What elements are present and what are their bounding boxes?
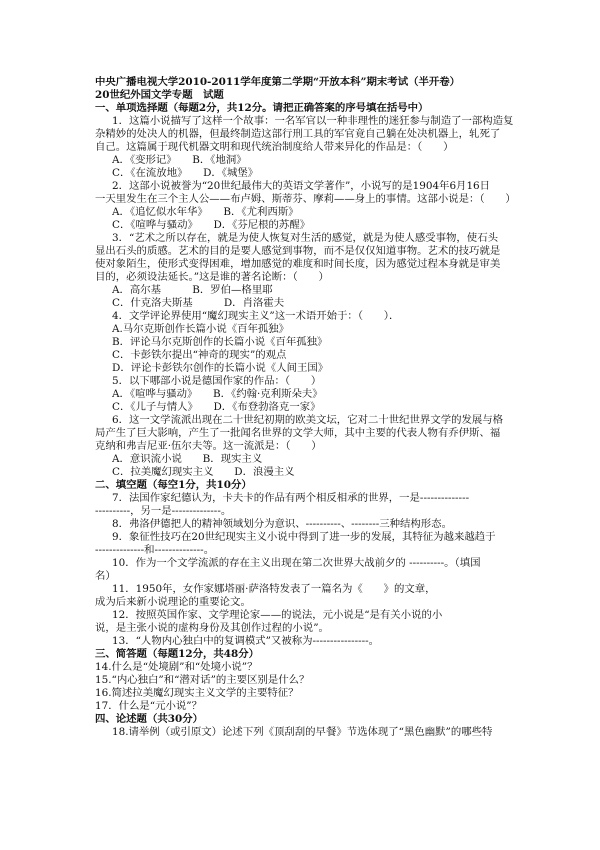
- answer-option: C．《喧哗与骚动》 D．《芬尼根的苏醒》: [112, 219, 311, 231]
- question-text: 显出石头的质感。艺术的目的是要人感觉到事物，而不是仅仅知道事物。艺术的技巧就是: [95, 245, 501, 257]
- question-text: 局产生了巨大影响，产生了一批闻名世界的文学大师，其中主要的代表人物有乔伊斯、福: [95, 427, 501, 439]
- answer-option: C．卡彭铁尔提出“神奇的现实”的观点: [112, 349, 287, 361]
- question-text: 14.什么是“处境剧”和“处境小说”？: [95, 661, 258, 673]
- exam-subtitle: 20世纪外国文学专题 试题: [95, 89, 224, 101]
- answer-option: A．《变形记》 B．《地洞》: [112, 154, 247, 166]
- answer-option: A．高尔基 B．罗伯—格里耶: [112, 284, 273, 296]
- question-text: 1．这篇小说描写了这样一个故事：一名军官以一种非理性的迷狂参与制造了一部构造复: [112, 115, 514, 127]
- section-heading-1: 一、单项选择题（每题2分，共12分。请把正确答案的序号填在括号中）: [95, 102, 429, 114]
- question-text: 一天里发生在三个主人公——布卢姆、斯蒂芬、摩莉——身上的事情。这部小说是：（ ）: [95, 193, 516, 205]
- question-text: 17．什么是“元小说”？: [95, 700, 202, 712]
- question-text: 名）: [95, 570, 116, 582]
- answer-option: A.马尔克斯创作长篇小说《百年孤独》: [112, 323, 290, 335]
- answer-option: A．《追忆似水年华》 B．《尤利西斯》: [112, 206, 299, 218]
- section-heading-2: 二、填空题（每空1分，共10分）: [95, 479, 252, 491]
- answer-option: C．拉美魔幻现实主义 D．浪漫主义: [112, 466, 295, 478]
- question-text: 克纳和弗吉尼亚·伍尔夫等。这一流派是：（ ）: [95, 440, 322, 452]
- question-text: 自己。这篇属于现代机器文明和现代统治制度给人带来异化的作品是：（ ）: [95, 141, 454, 153]
- answer-option: C．什克洛夫斯基 D．肖洛霍夫: [112, 297, 285, 309]
- question-text: 16.简述拉美魔幻现实主义文学的主要特征？: [95, 687, 299, 699]
- question-text: 7．法国作家纪德认为，卡夫卡的作品有两个相反相承的世界，一是--------------: [112, 492, 470, 504]
- section-heading-4: 四、论述题（共30分）: [95, 713, 203, 725]
- question-text: 目的，必须设法延长。”这是谁的著名论断：（ ）: [95, 271, 329, 283]
- question-text: 4．文学评论界使用“魔幻现实主义”这一术语开始于：（ ）．: [112, 310, 400, 322]
- question-text: 成为后来新小说理论的重要论文。: [95, 596, 251, 608]
- question-text: 3．“艺术之所以存在，就是为使人恢复对生活的感觉，就是为使人感受事物，使石头: [112, 232, 498, 244]
- answer-option: C．《在流放地》 D．《城堡》: [112, 167, 259, 179]
- question-text: --------------和--------------。: [95, 544, 215, 556]
- question-text: 杂精妙的处决人的机器，但最终制造这部行刑工具的军官竟自己躺在处决机器上，轧死了: [95, 128, 501, 140]
- exam-title: 中央广播电视大学2010-2011学年度第二学期“开放本科”期末考试（半开卷）: [95, 76, 461, 88]
- question-text: 说，是主张小说的虚构身份及其创作过程的小说”。: [95, 622, 329, 634]
- question-text: 2．这部小说被誉为“20世纪最伟大的英语文学著作”，小说写的是1904年6月16日: [112, 180, 491, 192]
- answer-option: C．《儿子与情人》 D．《布登勃洛克一家》: [112, 401, 321, 413]
- question-text: 使对象陌生，使形式变得困难，增加感觉的难度和时间长度，因为感觉过程本身就是审美: [95, 258, 501, 270]
- question-text: 18.请举例（或引原文）论述下列《顶刮刮的早餐》节选体现了“黑色幽默”的哪些特: [112, 726, 493, 738]
- question-text: 5．以下哪部小说是德国作家的作品：（ ）: [112, 375, 322, 387]
- section-heading-3: 三、简答题（每题12分，共48分）: [95, 648, 259, 660]
- question-text: 9．象征性技巧在20世纪现实主义小说中得到了进一步的发展，其特征为越来越趋于: [112, 531, 496, 543]
- question-text: 13．“人物内心独白中的复调模式”又被称为----------------。: [112, 635, 380, 647]
- question-text: 15.“内心独白”和“潜对话”的主要区别是什么？: [95, 674, 310, 686]
- answer-option: A．意识流小说 B．现实主义: [112, 453, 263, 465]
- answer-option: A．《喧哗与骚动》 B．《约翰·克利斯朵夫》: [112, 388, 323, 400]
- question-text: 12．按照英国作家、文学理论家——的说法，元小说是“是有关小说的小: [112, 609, 443, 621]
- answer-option: D．评论卡彭铁尔创作的长篇小说《人间王国》: [112, 362, 329, 374]
- question-text: 10．作为一个文学流派的存在主义出现在第二次世界大战前夕的 ----------。（填国: [112, 557, 481, 569]
- question-text: 11．1950年，女作家娜塔丽·萨洛特发表了一篇名为《 》的文章，: [112, 583, 436, 595]
- question-text: ----------，另一是--------------。: [95, 505, 232, 517]
- question-text: 6．这一文学流派出现在二十世纪初期的欧美文坛，它对二十世纪世界文学的发展与格: [112, 414, 504, 426]
- question-text: 8．弗洛伊德把人的精神领域划分为意识、----------、--------三种结构形态。: [112, 518, 452, 530]
- answer-option: B．评论马尔克斯创作的长篇小说《百年孤独》: [112, 336, 328, 348]
